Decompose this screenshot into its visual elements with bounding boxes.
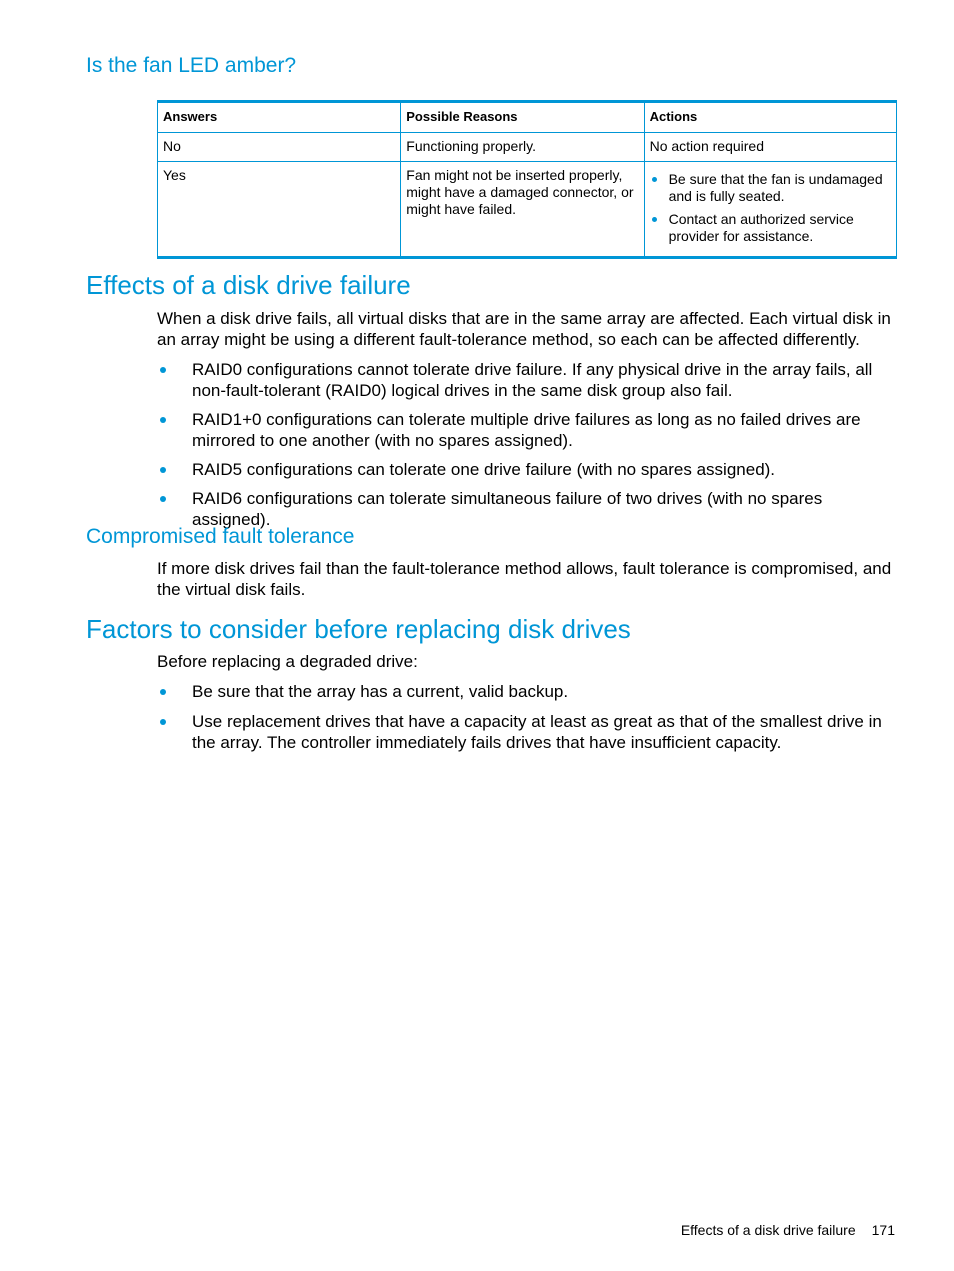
factors-intro: Before replacing a degraded drive: [157, 652, 418, 671]
header-possible-reasons: Possible Reasons [401, 102, 644, 133]
cell-action: No action required [644, 133, 896, 162]
heading-compromised: Compromised fault tolerance [86, 525, 355, 548]
list-item [157, 359, 899, 401]
bullet-icon [160, 467, 166, 473]
bullet-icon [160, 496, 166, 502]
bullet-icon [160, 367, 166, 373]
cell-reason: Functioning properly. [401, 133, 644, 162]
heading-fan-led: Is the fan LED amber? [86, 54, 297, 77]
effects-list [157, 359, 899, 538]
heading-effects: Effects of a disk drive failure [86, 270, 411, 300]
heading-factors: Factors to consider before replacing disk drives [86, 614, 631, 644]
list-item [157, 711, 899, 753]
effects-intro: When a disk drive fails, all virtual disks that are in the same array are affected. Each virtual disk in an array might be using a different fault-tolerance method, so each can be affected differently. [157, 309, 891, 349]
actions-list [650, 171, 891, 245]
bullet-icon [160, 417, 166, 423]
cell-answer: No [158, 133, 401, 162]
header-answers: Answers [158, 102, 401, 133]
list-item-text: RAID5 configurations can tolerate one drive failure (with no spares assigned). [192, 460, 776, 479]
cell-actions [644, 162, 896, 258]
list-item-text: RAID6 configurations can tolerate simultaneous failure of two drives (with no spares assigned). [192, 489, 823, 529]
compromised-text: If more disk drives fail than the fault-tolerance method allows, fault tolerance is compromised, and the virtual disk fails. [157, 559, 892, 599]
cell-answer: Yes [158, 162, 401, 258]
bullet-icon [160, 689, 166, 695]
bullet-icon [160, 719, 166, 725]
page-number: 171 [871, 1222, 895, 1238]
fan-led-table [157, 100, 897, 259]
table-row [158, 162, 897, 258]
action-text: Contact an authorized service provider for assistance. [668, 211, 854, 244]
bullet-icon [652, 217, 657, 222]
list-item-text: Use replacement drives that have a capacity at least as great as that of the smallest drive in the array. The controller immediately fails drives that have insufficient capacity. [192, 712, 882, 752]
list-item-text: Be sure that the array has a current, valid backup. [192, 682, 569, 701]
page-footer [681, 1222, 895, 1238]
list-item [157, 488, 899, 530]
list-item [650, 211, 891, 245]
table-header-row [158, 102, 897, 133]
list-item [157, 459, 899, 480]
bullet-icon [652, 177, 657, 182]
list-item-text: RAID1+0 configurations can tolerate multiple drive failures as long as no failed drives are mirrored to one another (with no spares assigned). [192, 410, 861, 450]
header-actions: Actions [644, 102, 896, 133]
list-item [157, 681, 899, 702]
list-item [157, 409, 899, 451]
cell-reason: Fan might not be inserted properly, might have a damaged connector, or might have failed. [401, 162, 644, 258]
list-item [650, 171, 891, 205]
factors-list [157, 681, 899, 762]
footer-section-title: Effects of a disk drive failure [680, 1222, 856, 1238]
table-row [158, 133, 897, 162]
list-item-text: RAID0 configurations cannot tolerate drive failure. If any physical drive in the array fails, all non-fault-tolerant (RAID0) logical drives in the same disk group also fail. [192, 360, 873, 400]
action-text: Be sure that the fan is undamaged and is fully seated. [668, 171, 883, 204]
